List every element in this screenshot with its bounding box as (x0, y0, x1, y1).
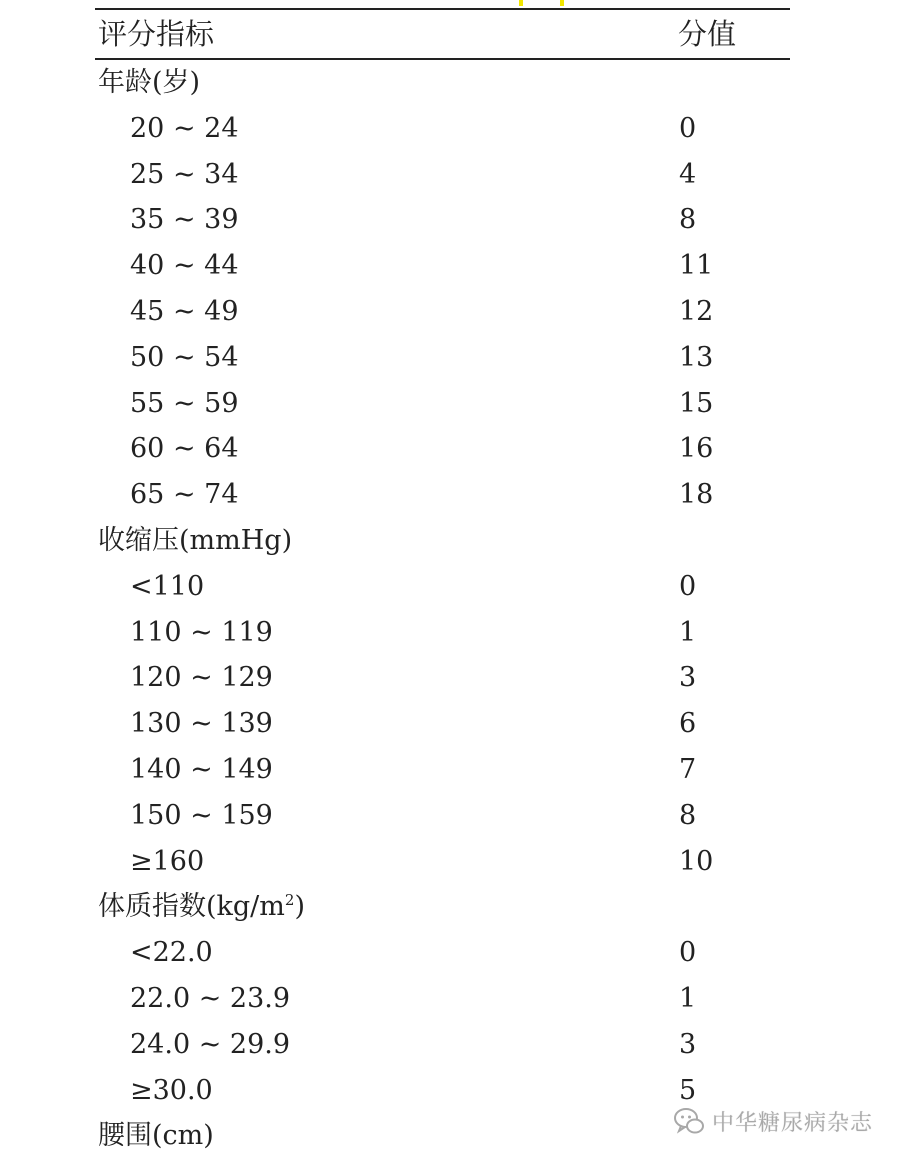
table-row (95, 655, 790, 701)
table-row (95, 610, 790, 656)
table-row (95, 839, 790, 885)
header-indicator: 评分指标 (98, 17, 215, 51)
score-cell: 0 (679, 570, 697, 602)
header-score: 分值 (678, 17, 737, 51)
range-cell: 130 ~ 139 (130, 708, 273, 740)
section-title (98, 884, 305, 930)
section-title-text: 收缩压(mmHg) (98, 524, 293, 556)
score-cell: 18 (679, 479, 714, 511)
range-cell: 40 ~ 44 (130, 250, 239, 282)
yellow-mark-left (519, 0, 523, 6)
score-cell: 8 (679, 204, 697, 236)
score-cell: 3 (679, 662, 697, 694)
wechat-icon (672, 1104, 706, 1138)
range-cell: 55 ~ 59 (130, 387, 239, 419)
section-title-text: 体质指数(kg/m (98, 891, 285, 923)
range-cell: <110 (130, 570, 205, 602)
score-cell: 5 (679, 1074, 697, 1106)
section-title (98, 518, 292, 564)
risk-score-table (95, 8, 790, 1159)
table-row (95, 747, 790, 793)
score-cell: 6 (679, 708, 697, 740)
table-row (95, 243, 790, 289)
table-row (95, 976, 790, 1022)
watermark (672, 1104, 873, 1138)
yellow-mark-right (560, 0, 564, 6)
range-cell: 150 ~ 159 (130, 799, 273, 831)
range-cell: ≥160 (130, 845, 205, 877)
table-row (95, 335, 790, 381)
section-title-suffix: ) (294, 891, 305, 923)
score-cell: 16 (679, 433, 714, 465)
table-row (95, 930, 790, 976)
range-cell: 140 ~ 149 (130, 753, 273, 785)
range-cell: 20 ~ 24 (130, 112, 239, 144)
table-row (95, 197, 790, 243)
score-cell: 12 (679, 295, 714, 327)
section-title-text: 腰围(cm) (98, 1120, 214, 1152)
section-title (98, 1113, 214, 1159)
range-cell: 110 ~ 119 (130, 616, 273, 648)
score-cell: 11 (679, 250, 714, 282)
range-cell: 45 ~ 49 (130, 295, 239, 327)
section-title-row (95, 518, 790, 564)
section-title (98, 60, 200, 106)
table-row (95, 381, 790, 427)
score-cell: 13 (679, 341, 714, 373)
score-cell: 1 (679, 616, 697, 648)
range-cell: 65 ~ 74 (130, 479, 239, 511)
score-cell: 0 (679, 937, 697, 969)
table-row (95, 152, 790, 198)
score-cell: 4 (679, 158, 697, 190)
section-title-superscript: 2 (284, 891, 295, 910)
score-cell: 0 (679, 112, 697, 144)
score-cell: 15 (679, 387, 714, 419)
range-cell: 120 ~ 129 (130, 662, 273, 694)
score-cell: 8 (679, 799, 697, 831)
range-cell: 50 ~ 54 (130, 341, 239, 373)
table-row (95, 1022, 790, 1068)
range-cell: 22.0 ~ 23.9 (130, 982, 291, 1014)
table-row (95, 564, 790, 610)
range-cell: 60 ~ 64 (130, 433, 239, 465)
table-body (95, 60, 790, 1159)
section-title-text: 年龄(岁) (98, 67, 201, 98)
score-cell: 10 (679, 845, 714, 877)
watermark-text: 中华糖尿病杂志 (712, 1110, 874, 1136)
table-row (95, 289, 790, 335)
range-cell: <22.0 (130, 937, 213, 969)
range-cell: 24.0 ~ 29.9 (130, 1028, 291, 1060)
score-cell: 3 (679, 1028, 697, 1060)
table-row (95, 106, 790, 152)
range-cell: ≥30.0 (130, 1074, 213, 1106)
table-header-row (95, 10, 790, 58)
section-title-row (95, 884, 790, 930)
table-row (95, 426, 790, 472)
score-cell: 1 (679, 982, 697, 1014)
table-row (95, 701, 790, 747)
range-cell: 25 ~ 34 (130, 158, 239, 190)
score-cell: 7 (679, 753, 697, 785)
range-cell: 35 ~ 39 (130, 204, 239, 236)
section-title-row (95, 60, 790, 106)
table-row (95, 793, 790, 839)
table-row (95, 472, 790, 518)
